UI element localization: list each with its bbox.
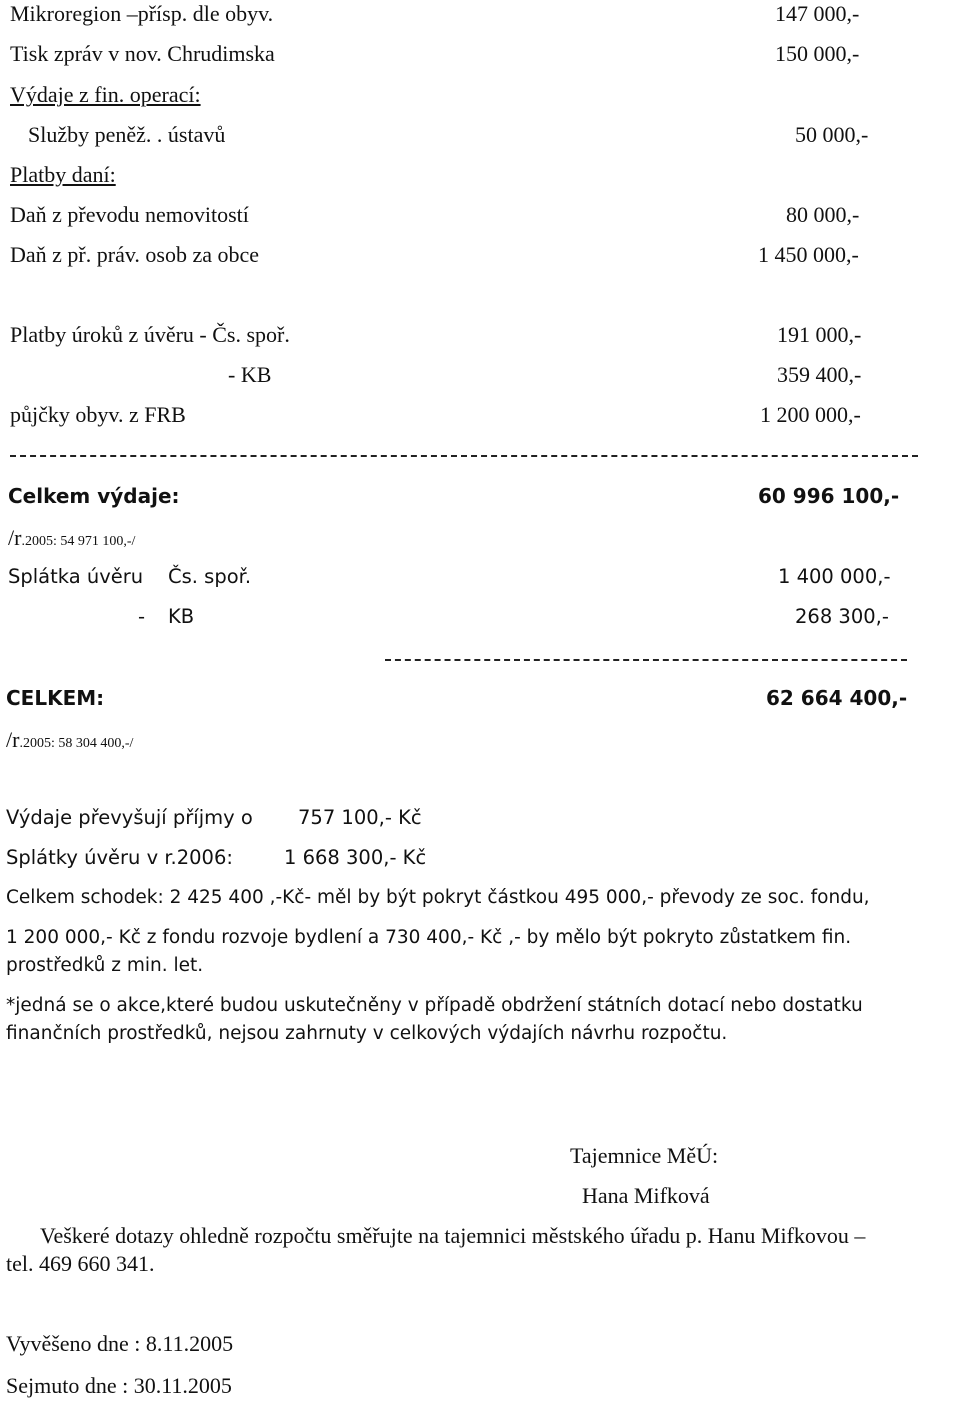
- splatky-value: 1 668 300,- Kč: [284, 846, 427, 869]
- pujcky-label: půjčky obyv. z FRB: [10, 402, 186, 427]
- dan-prevod-label: Daň z převodu nemovitostí: [10, 202, 249, 227]
- splatka-kb-dash: -: [138, 605, 146, 628]
- celkem-label: CELKEM:: [6, 686, 105, 710]
- celkem-vydaje-value: 60 996 100,-: [758, 484, 900, 508]
- fin-operations-heading: Výdaje z fin. operací:: [10, 82, 201, 107]
- tisk-value: 150 000,-: [775, 41, 860, 66]
- separator-line: [10, 455, 918, 457]
- contact-line-1: Veškeré dotazy ohledně rozpočtu směřujte na tajemnici městského úřadu p. Hanu Mifkovou –: [40, 1223, 866, 1248]
- tax-payments-heading: Platby daní:: [10, 162, 116, 187]
- separator-line-2: [385, 659, 907, 661]
- note-line-1: *jedná se o akce,které budou uskutečněny v případě obdržení státních dotací nebo dostatku: [6, 995, 863, 1016]
- pujcky-value: 1 200 000,-: [760, 402, 861, 427]
- dan-prevod-value: 80 000,-: [786, 202, 860, 227]
- contact-line-2: tel. 469 660 341.: [6, 1251, 155, 1276]
- uroky-kb-label: - KB: [228, 362, 272, 387]
- dan-pr-osob-label: Daň z př. práv. osob za obce: [10, 242, 260, 267]
- previous-prefix: /r: [6, 727, 20, 752]
- splatka-kb-label: KB: [168, 605, 195, 628]
- sluzby-value: 50 000,-: [795, 122, 869, 147]
- previous-text: .2005: 54 971 100,-/: [21, 534, 136, 549]
- tisk-label: Tisk zpráv v nov. Chrudimska: [10, 41, 275, 66]
- mikroregion-label: Mikroregion –přísp. dle obyv.: [10, 1, 274, 26]
- celkem-vydaje-label: Celkem výdaje:: [8, 484, 180, 508]
- splatka-kb-value: 268 300,-: [795, 605, 889, 628]
- prevysuji-label: Výdaje převyšují příjmy o: [6, 806, 253, 829]
- uroky-kb-value: 359 400,-: [777, 362, 862, 387]
- uroky-cs-label: Platby úroků z úvěru - Čs. spoř.: [10, 322, 290, 347]
- prevysuji-value: 757 100,- Kč: [298, 806, 422, 829]
- previous-text: .2005: 58 304 400,-/: [19, 736, 134, 751]
- celkem-value: 62 664 400,-: [766, 686, 908, 710]
- note-line-2: finančních prostředků, nejsou zahrnuty v celkových výdajích návrhu rozpočtu.: [6, 1023, 728, 1044]
- splatka-label: Splátka úvěru: [8, 565, 144, 588]
- previous-prefix: /r: [8, 525, 22, 550]
- signature-name: Hana Mifková: [582, 1183, 710, 1208]
- celkem-previous: [6, 729, 133, 751]
- uroky-cs-value: 191 000,-: [777, 322, 862, 347]
- fond-line-2: prostředků z min. let.: [6, 955, 204, 976]
- splatky-label: Splátky úvěru v r.2006:: [6, 846, 233, 869]
- celkem-vydaje-previous: [8, 527, 135, 549]
- splatka-cs-value: 1 400 000,-: [778, 565, 891, 588]
- signature-title: Tajemnice MěÚ:: [570, 1143, 719, 1168]
- mikroregion-value: 147 000,-: [775, 1, 860, 26]
- removed-date: Sejmuto dne : 30.11.2005: [6, 1373, 232, 1398]
- posted-date: Vyvěšeno dne : 8.11.2005: [6, 1331, 234, 1356]
- sluzby-label: Služby peněž. . ústavů: [28, 122, 226, 147]
- splatka-cs-label: Čs. spoř.: [168, 565, 252, 588]
- dan-pr-osob-value: 1 450 000,-: [758, 242, 859, 267]
- schodek-text: Celkem schodek: 2 425 400 ,-Kč- měl by být pokryt částkou 495 000,- převody ze soc. fondu,: [6, 887, 870, 908]
- fond-line-1: 1 200 000,- Kč z fondu rozvoje bydlení a 730 400,- Kč ,- by mělo být pokryto zůstatkem fin.: [6, 927, 852, 948]
